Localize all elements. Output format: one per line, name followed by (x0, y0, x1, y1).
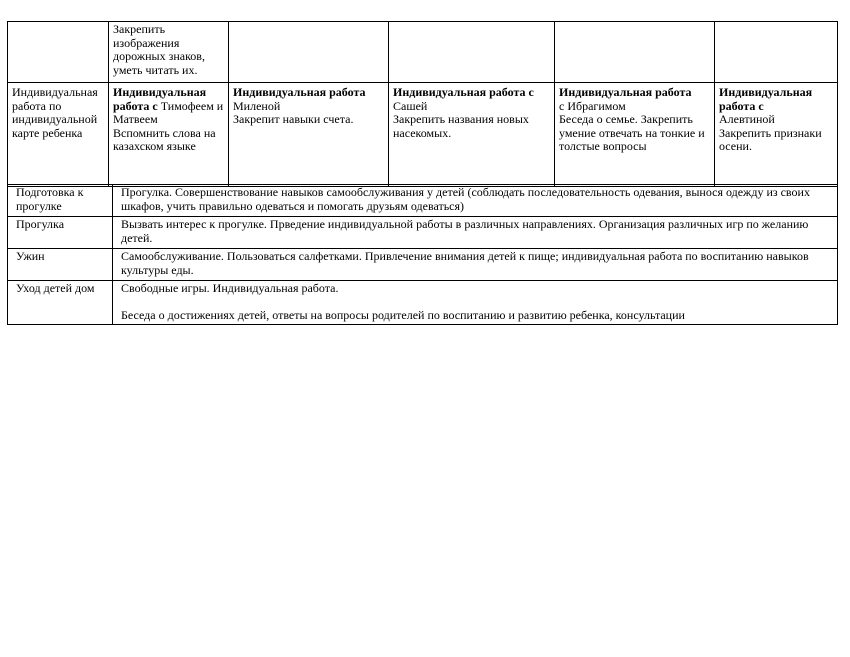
table-row (8, 83, 838, 187)
row-label: Ужин (8, 249, 113, 281)
table-cell-empty (389, 22, 555, 83)
row-content-line: Свободные игры. Индивидуальная работа. (121, 281, 339, 295)
table-row (8, 281, 838, 325)
row-content: Вызвать интерес к прогулке. Прведение индивидуальной работы в различных направлениях. Организация различных игр по желанию детей. (113, 217, 838, 249)
individual-work-title: Индивидуальная работа (233, 85, 366, 99)
table-row (8, 22, 838, 83)
table-cell-empty (555, 22, 715, 83)
plan-table-top (7, 21, 838, 187)
table-row (8, 185, 838, 217)
table-row (8, 217, 838, 249)
individual-work-cell (715, 83, 838, 187)
individual-work-cell (389, 83, 555, 187)
individual-work-cell (109, 83, 229, 187)
individual-work-task: Беседа о семье. Закрепить умение отвечать на тонкие и толстые вопросы (559, 112, 705, 153)
row-label: Подготовка к прогулке (8, 185, 113, 217)
individual-work-title: Индивидуальная работа с (719, 85, 813, 113)
row-content-line: Беседа о достижениях детей, ответы на вопросы родителей по воспитанию и развитию ребенка, консультации (121, 307, 685, 322)
individual-work-cell (229, 83, 389, 187)
individual-work-task: Вспомнить слова на казахском языке (113, 125, 216, 153)
table-row (8, 249, 838, 281)
row-label: Уход детей дом (8, 281, 113, 325)
individual-work-child: Алевтиной (719, 112, 775, 126)
table-cell-empty (715, 22, 838, 83)
row-content: Самообслуживание. Пользоваться салфетками. Привлечение внимания детей к пище; индивидуальная работа по воспитанию навыков культуры еды. (113, 249, 838, 281)
individual-work-cell (555, 83, 715, 187)
individual-work-task: Закрепит навыки счета. (233, 112, 354, 126)
individual-work-title: Индивидуальная работа (559, 85, 692, 99)
individual-work-child: Сашей (393, 98, 428, 113)
individual-work-task: Закрепить признаки осени. (719, 125, 822, 153)
individual-work-child: с Ибрагимом (559, 98, 626, 113)
individual-work-title: Индивидуальная работа с (113, 85, 207, 113)
table-cell-empty (229, 22, 389, 83)
individual-work-child: Тимофеем и Матвеем (113, 98, 224, 126)
individual-work-title: Индивидуальная работа с (393, 85, 534, 99)
table-cell-empty (8, 22, 109, 83)
row-content (113, 281, 838, 325)
row-content: Прогулка. Совершенствование навыков самообслуживания у детей (соблюдать последовательность одевания, вынося одежду из своих шкафов, учить правильно одеваться и помогать друзьям одеваться) (113, 185, 838, 217)
individual-work-child: Миленой (233, 98, 281, 113)
plan-table-bottom (7, 184, 838, 325)
row-label: Прогулка (8, 217, 113, 249)
table-cell-road-signs: Закрепить изображения дорожных знаков, уметь читать их. (109, 22, 229, 83)
row-label-individual-work: Индивидуальная работа по индивидуальной карте ребенка (8, 83, 109, 187)
individual-work-task: Закрепить названия новых насекомых. (393, 112, 529, 140)
